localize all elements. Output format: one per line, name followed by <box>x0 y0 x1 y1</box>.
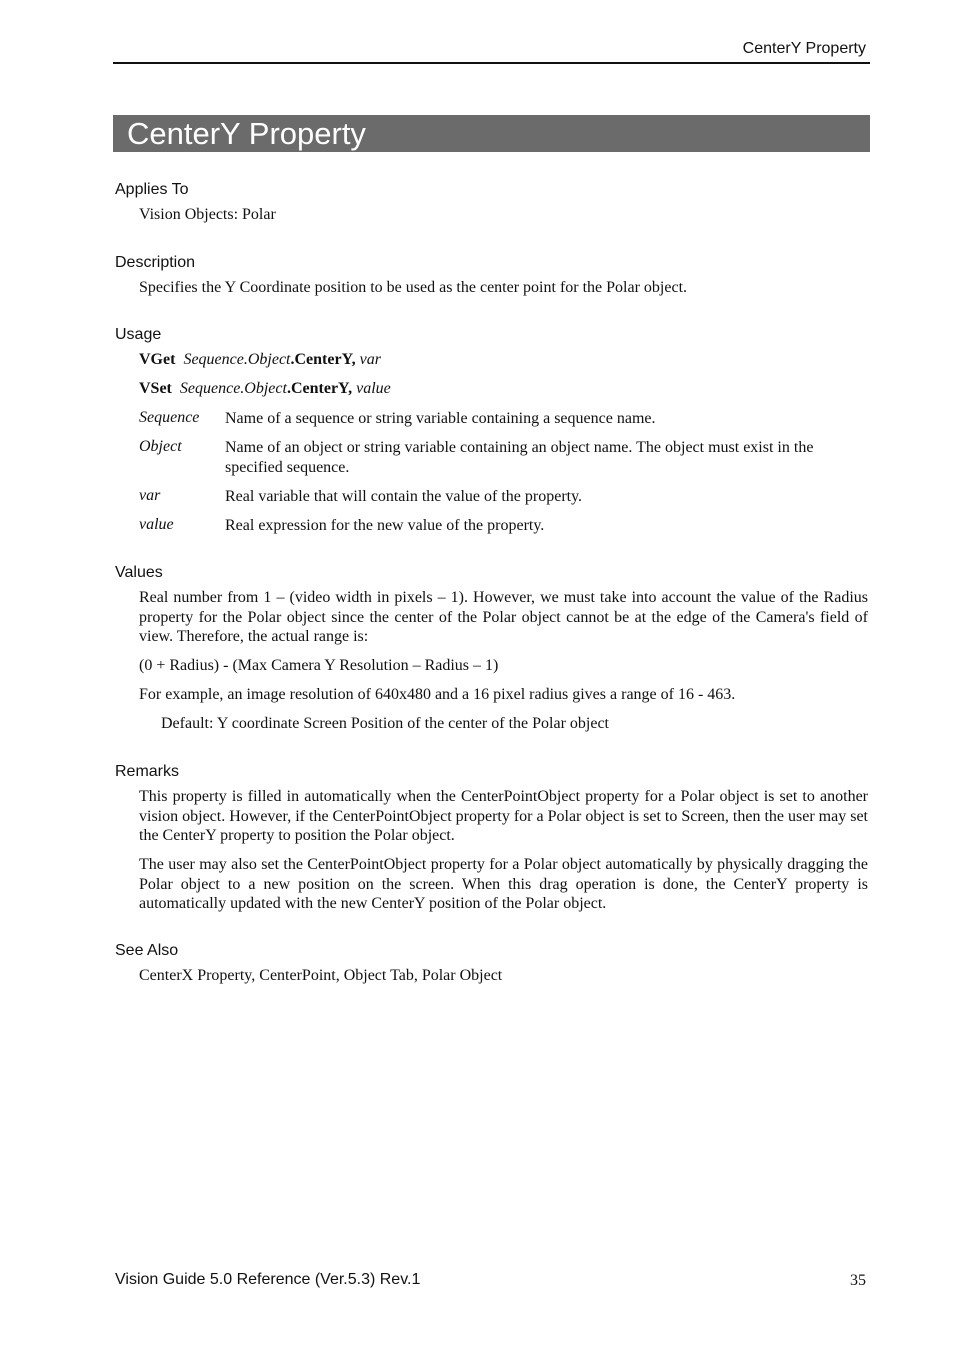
running-header <box>113 40 870 64</box>
remarks-paragraph-2: The user may also set the CenterPointObject property for a Polar object automatically by physically dragging the Polar object to a new position on the screen. When this drag operation is done, the CenterY property is automatically updated with the new CenterY position of the Polar object. <box>139 856 868 912</box>
applies-to-heading: Applies To <box>115 181 189 198</box>
param-term-sequence: Sequence <box>139 409 200 426</box>
footer-doc-title: Vision Guide 5.0 Reference (Ver.5.3) Rev.1 <box>115 1271 421 1288</box>
vget-command: VGet <box>139 351 176 368</box>
vget-seq-obj: Sequence.Object <box>183 351 291 368</box>
values-default: Default: Y coordinate Screen Position of the center of the Polar object <box>161 715 609 732</box>
remarks-heading: Remarks <box>115 763 180 780</box>
vget-prop: .CenterY, <box>290 351 356 368</box>
remarks-paragraph-1: This property is filled in automatically when the CenterPointObject property for a Polar object is set to another vision object. However, if the CenterPointObject property for a Polar object is set to Screen, then the user may set the CenterY property to position the Polar object. <box>139 788 868 844</box>
values-paragraph: Real number from 1 – (video width in pixels – 1). However, we must take into account the value of the Radius property for the Polar object since the center of the Polar object cannot be at the edge of the Camera's field of view. Therefore, the actual range is: <box>139 589 868 645</box>
param-term-value: value <box>139 516 174 533</box>
vget-arg: var <box>359 351 381 368</box>
page-title: CenterY Property <box>127 116 366 151</box>
description-heading: Description <box>115 254 196 271</box>
param-term-var: var <box>139 487 161 504</box>
page-title-bar <box>113 115 870 152</box>
vset-arg: value <box>356 380 391 397</box>
values-example: For example, an image resolution of 640x480 and a 16 pixel radius gives a range of 16 - 463. <box>139 686 736 703</box>
param-def-var: Real variable that will contain the value of the property. <box>225 488 583 505</box>
param-term-object: Object <box>139 438 182 455</box>
applies-to-text: Vision Objects: Polar <box>139 206 276 223</box>
see-also-text: CenterX Property, CenterPoint, Object Tab, Polar Object <box>139 967 503 984</box>
values-heading: Values <box>115 564 163 581</box>
description-text: Specifies the Y Coordinate position to be used as the center point for the Polar object. <box>139 279 688 296</box>
see-also-heading: See Also <box>115 942 179 959</box>
values-formula: (0 + Radius) - (Max Camera Y Resolution – Radius – 1) <box>139 657 499 674</box>
param-def-object: Name of an object or string variable containing an object name. The object must exist in the specified sequence. <box>225 439 814 476</box>
vset-seq-obj: Sequence.Object <box>179 380 287 397</box>
param-def-value: Real expression for the new value of the property. <box>225 517 545 534</box>
vset-prop: .CenterY, <box>286 380 353 397</box>
usage-vset-line <box>139 380 391 398</box>
running-header-title: CenterY Property <box>742 40 866 57</box>
param-def-sequence: Name of a sequence or string variable containing a sequence name. <box>225 410 656 427</box>
footer-page-number: 35 <box>850 1272 866 1289</box>
usage-heading: Usage <box>115 326 162 343</box>
usage-vget-line <box>139 351 381 369</box>
vset-command: VSet <box>139 380 172 397</box>
